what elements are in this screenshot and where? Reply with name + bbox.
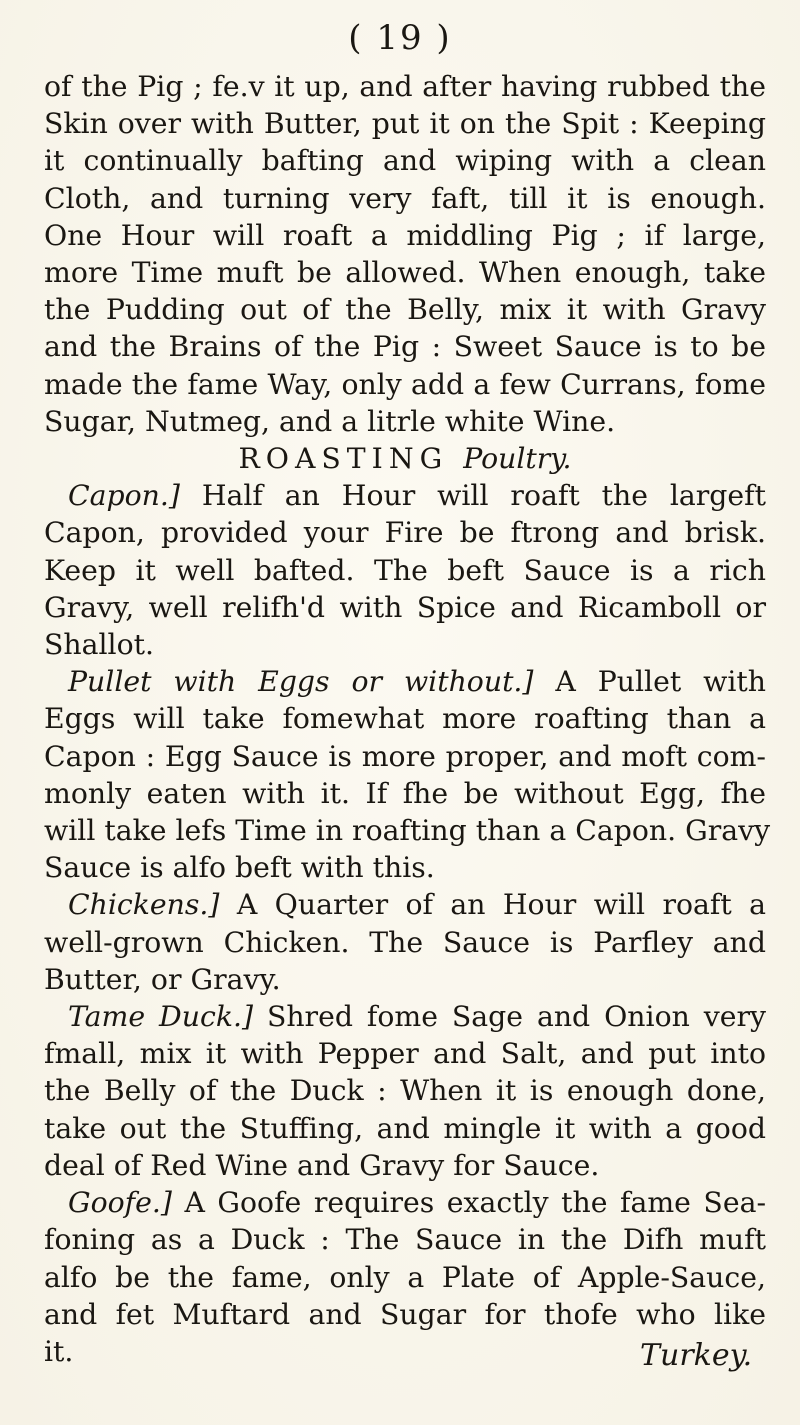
text-line: and fet Muftard and Sugar for thofe who like [44,1297,766,1331]
text-line: of the Pig ; fe.v it up, and after having rubbed the [44,70,766,103]
section-heading-italic: Poultry. [463,442,572,476]
text-line: Sauce is alfo beft with this. [44,851,435,885]
entry-tame-duck [44,998,766,1035]
entry-title: Tame Duck.] [68,1000,254,1034]
text-line: Sugar, Nutmeg, and a litrle white Wine. [44,404,616,438]
catchword: Turkey. [640,1338,753,1373]
entry-chickens [44,886,766,923]
text-line: Skin over with Butter, put it on the Spit : Keeping [44,107,766,141]
text-line: Eggs will take fomewhat more roafting than a [44,702,766,736]
text-line: Capon : Egg Sauce is more proper, and moft com- [44,739,766,773]
text-line: take out the Stuffing, and mingle it with a good [44,1111,766,1145]
entry-title: Goofe.] [68,1186,172,1220]
page-number: ( 19 ) [348,18,452,58]
entry-text: A Goofe requires exactly the fame Sea- [171,1186,766,1220]
section-heading-caps: ROASTING [238,442,449,476]
text-line: will take lefs Time in roafting than a Capon. Gravy [44,814,771,848]
text-line: made the fame Way, only add a few Currans, fome [44,367,766,401]
text-line: deal of Red Wine and Gravy for Sauce. [44,1148,600,1182]
text-line: the Belly of the Duck : When it is enough done, [44,1074,766,1108]
entry-text: A Pullet with [533,665,766,699]
text-line: foning as a Duck : The Sauce in the Difh muft [44,1223,766,1257]
entry-text: Shred fome Sage and Onion very [253,1000,767,1034]
text-line: Cloth, and turning very faft, till it is enough. [44,181,766,215]
text-line: Butter, or Gravy. [44,962,281,996]
text-line: Shallot. [44,628,154,662]
text-line: it. [44,1334,74,1368]
text-line: Capon, provided your Fire be ftrong and brisk. [44,516,766,550]
text-line: fmall, mix it with Pepper and Salt, and put into [44,1037,766,1071]
text-line: well-grown Chicken. The Sauce is Parfley and [44,925,766,959]
entry-text: A Quarter of an Hour will roaft a [219,888,766,922]
text-line: and the Brains of the Pig : Sweet Sauce is to be [44,330,766,364]
entry-title: Pullet with Eggs or without.] [68,665,534,699]
text-line: monly eaten with it. If fhe be without Egg, fhe [44,776,766,810]
text-line: One Hour will roaft a middling Pig ; if large, [44,218,766,252]
text-line: the Pudding out of the Belly, mix it with Gravy [44,293,766,327]
text-line: Keep it well bafted. The beft Sauce is a rich [44,553,766,587]
entry-goose [44,1184,766,1221]
entry-title: Capon.] [68,479,180,513]
section-heading [44,440,766,477]
text-line: more Time muft be allowed. When enough, take [44,256,766,290]
text-line: alfo be the fame, only a Plate of Apple-Sauce, [44,1260,766,1294]
body-text [44,68,771,1370]
text-line: it continually bafting and wiping with a clean [44,144,766,178]
entry-text: Half an Hour will roaft the largeft [179,479,766,513]
text-line: Gravy, well relifh'd with Spice and Ricamboll or [44,590,766,624]
entry-title: Chickens.] [68,888,220,922]
entry-pullet [44,663,766,700]
entry-capon [44,477,766,514]
